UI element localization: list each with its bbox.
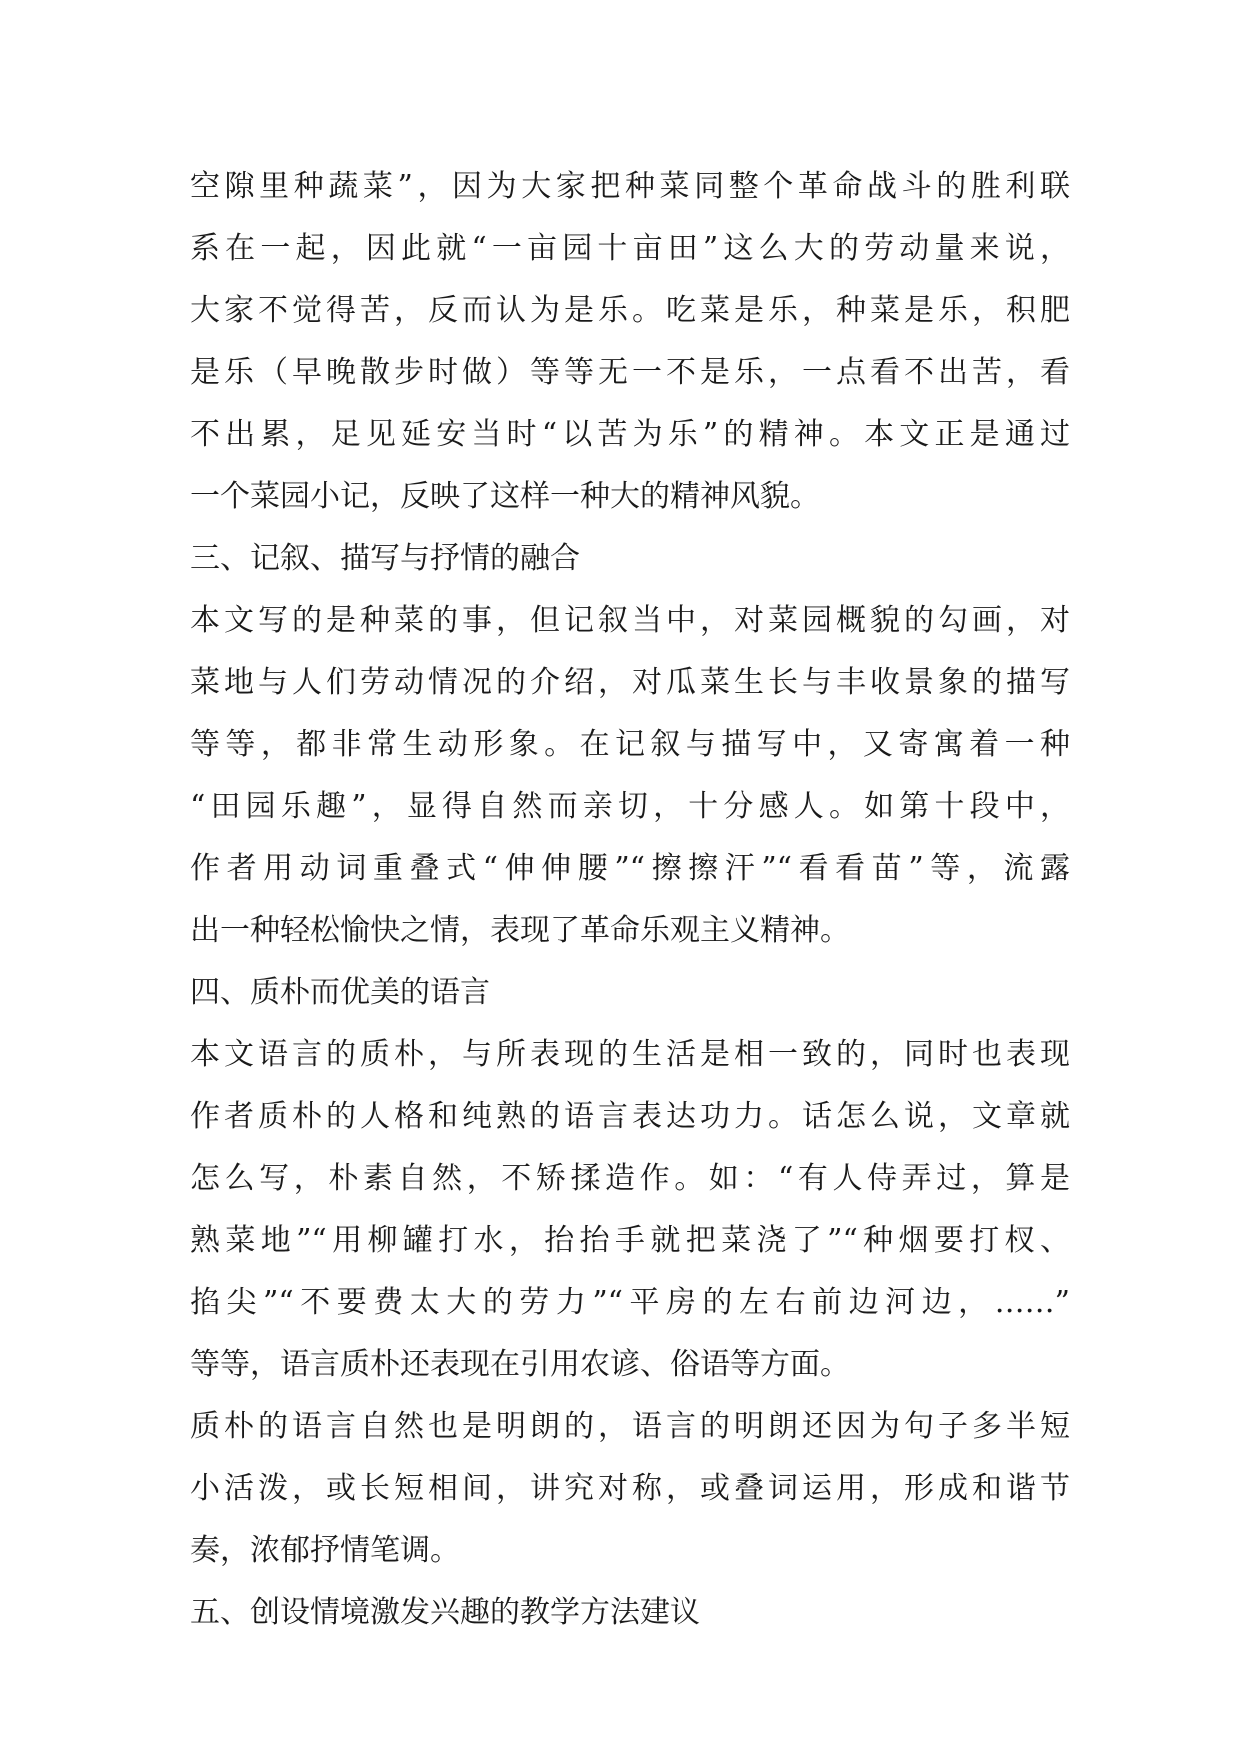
text-line: 是乐（早晚散步时做）等等无一不是乐，一点看不出苦，看 — [190, 355, 1070, 390]
text-line: 菜地与人们劳动情况的介绍，对瓜菜生长与丰收景象的描写 — [190, 665, 1070, 700]
text-line: 熟菜地”“用柳罐打水，抬抬手就把菜浇了”“种烟要打杈、 — [190, 1223, 1070, 1258]
section-heading: 五、创设情境激发兴趣的教学方法建议 — [190, 1595, 700, 1630]
text-line: 系在一起，因此就“一亩园十亩田”这么大的劳动量来说， — [190, 231, 1070, 266]
text-line: 掐尖”“不要费太大的劳力”“平房的左右前边河边，……” — [190, 1285, 1070, 1320]
text-line: 等等，都非常生动形象。在记叙与描写中，又寄寓着一种 — [190, 727, 1070, 762]
text-line: 不出累，足见延安当时“以苦为乐”的精神。本文正是通过 — [190, 417, 1070, 452]
section-heading: 三、记叙、描写与抒情的融合 — [190, 541, 580, 576]
text-line: 本文语言的质朴，与所表现的生活是相一致的，同时也表现 — [190, 1037, 1070, 1072]
text-line: 本文写的是种菜的事，但记叙当中，对菜园概貌的勾画，对 — [190, 603, 1070, 638]
text-line: 质朴的语言自然也是明朗的，语言的明朗还因为句子多半短 — [190, 1409, 1070, 1444]
text-line: 小活泼，或长短相间，讲究对称，或叠词运用，形成和谐节 — [190, 1471, 1070, 1506]
text-line: 奏，浓郁抒情笔调。 — [190, 1533, 460, 1568]
text-line: 怎么写，朴素自然，不矫揉造作。如：“有人侍弄过，算是 — [190, 1161, 1070, 1196]
section-heading: 四、质朴而优美的语言 — [190, 975, 490, 1010]
text-line: “田园乐趣”，显得自然而亲切，十分感人。如第十段中， — [190, 789, 1070, 824]
text-line: 作者用动词重叠式“伸伸腰”“擦擦汗”“看看苗”等，流露 — [190, 851, 1070, 886]
text-line: 出一种轻松愉快之情，表现了革命乐观主义精神。 — [190, 913, 850, 948]
text-line: 一个菜园小记，反映了这样一种大的精神风貌。 — [190, 479, 820, 514]
text-line: 作者质朴的人格和纯熟的语言表达功力。话怎么说，文章就 — [190, 1099, 1070, 1134]
text-line: 等等，语言质朴还表现在引用农谚、俗语等方面。 — [190, 1347, 850, 1382]
body-text — [190, 156, 1070, 1644]
text-line: 大家不觉得苦，反而认为是乐。吃菜是乐，种菜是乐，积肥 — [190, 293, 1070, 328]
text-line: 空隙里种蔬菜”，因为大家把种菜同整个革命战斗的胜利联 — [190, 169, 1070, 204]
